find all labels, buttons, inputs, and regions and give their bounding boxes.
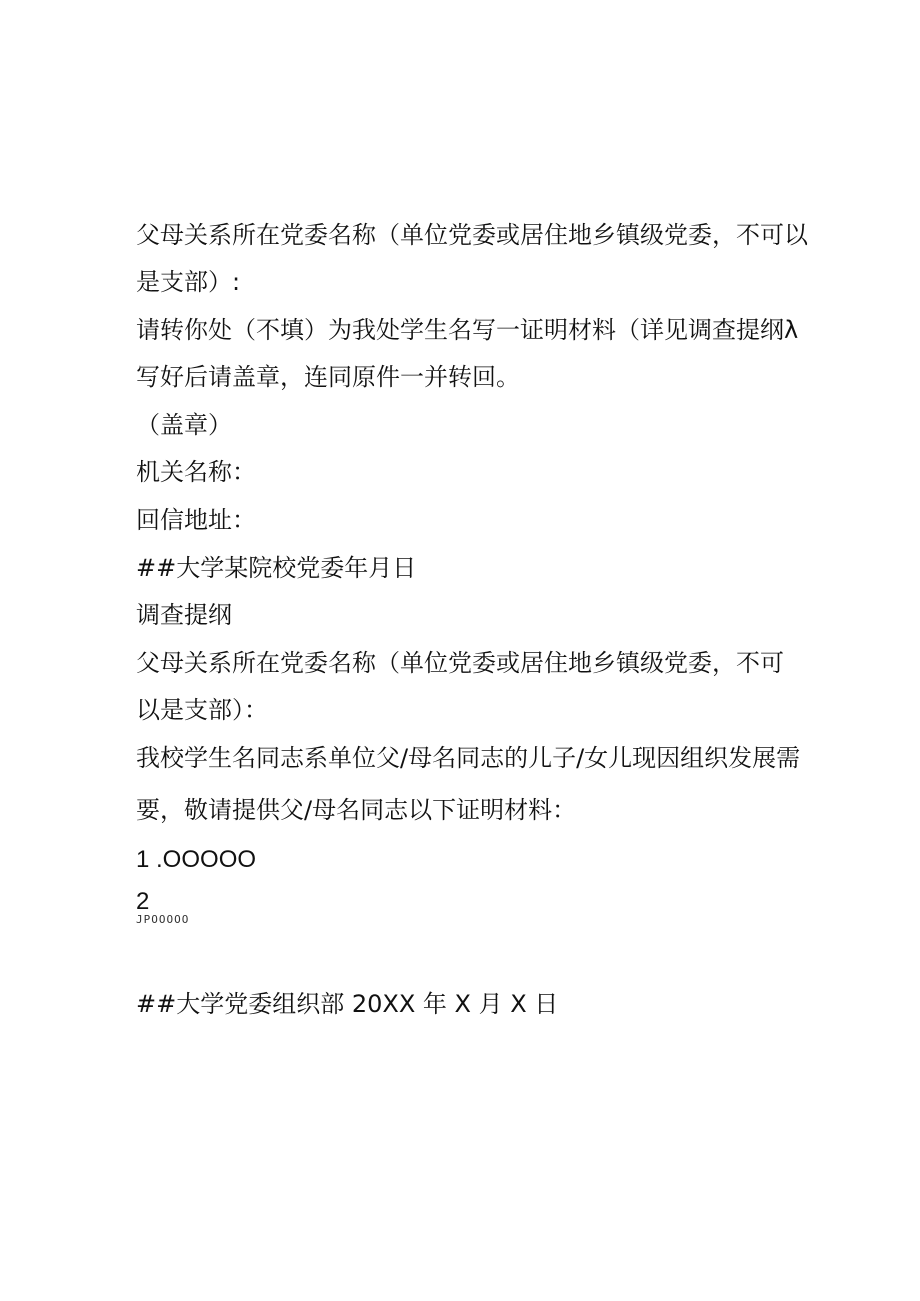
- text-line: 1 .OOOOO: [136, 846, 257, 873]
- text-line: 是支部）:: [136, 268, 241, 296]
- text-line: 2: [136, 888, 150, 915]
- text-line: 要，敬请提供父/母名同志以下证明材料：: [136, 796, 577, 824]
- text-line: 机关名称：: [136, 458, 256, 486]
- text-line: 回信地址：: [136, 506, 256, 534]
- text-line: 请转你处（不填）为我处学生名写一证明材料（详见调查提纲λ: [136, 316, 799, 344]
- text-line: ##大学党委组织部 20XX 年 X 月 X 日: [136, 990, 559, 1018]
- text-line: ##大学某院校党委年月日: [136, 554, 417, 582]
- text-line: 调查提纲: [136, 601, 232, 629]
- text-line: 父母关系所在党委名称（单位党委或居住地乡镇级党委，不可: [136, 649, 784, 677]
- text-line: （盖章）: [136, 411, 232, 439]
- text-line-small: JPOOOOO: [136, 913, 190, 926]
- text-line: 父母关系所在党委名称（单位党委或居住地乡镇级党委，不可以: [136, 221, 808, 249]
- text-line: 以是支部）：: [136, 696, 268, 724]
- text-line: 我校学生名同志系单位父/母名同志的儿子/女儿现因组织发展需: [136, 744, 801, 772]
- text-line: 写好后请盖章，连同原件一并转回。: [136, 363, 520, 391]
